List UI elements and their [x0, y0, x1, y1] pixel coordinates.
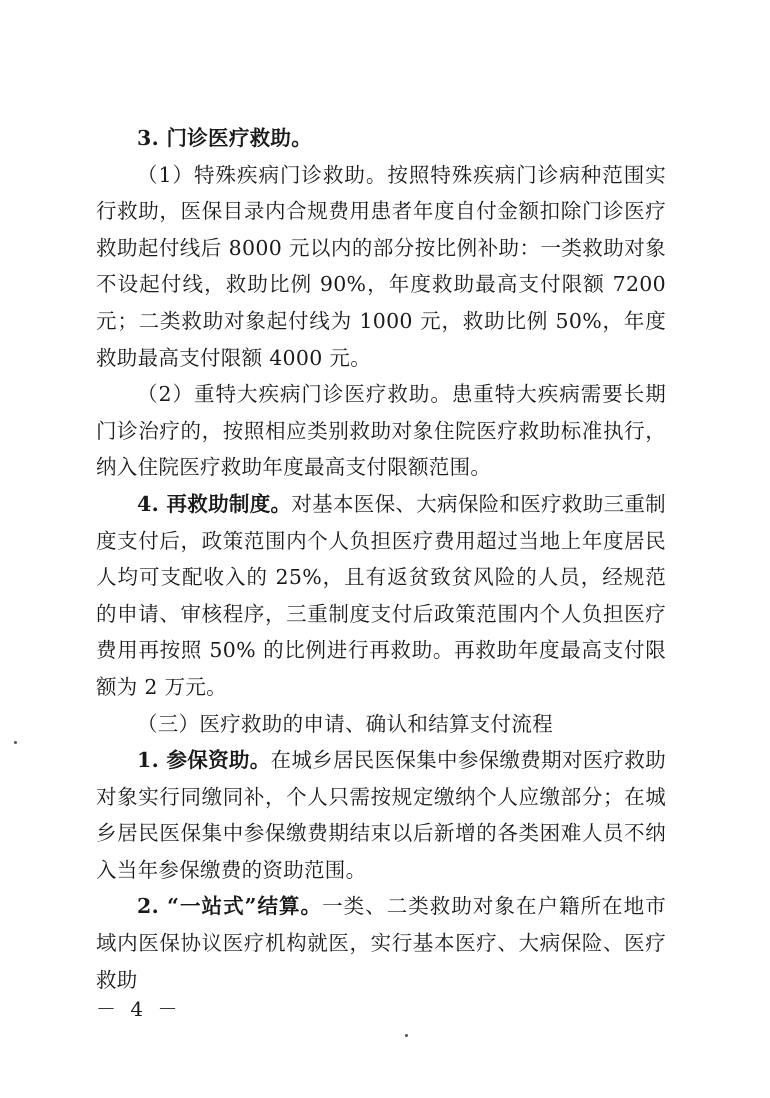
- scan-speck: [14, 741, 17, 744]
- section-heading-process: （三）医疗救助的申请、确认和结算支付流程: [137, 711, 553, 736]
- paragraph-special-disease: （1）特殊疾病门诊救助。按照特殊疾病门诊病种范围实行救助，医保目录内合规费用患者年度自付金额扣除门诊医疗救助起付线后 8000 元以内的部分按比例补助：一类救助对象不设起付线，救助比例 90%，年度救助最高支付限额 7200 元；二类救助对象起付线为 1000 元，救助比例 50%，年度救助最高支付限额 4000 元。: [96, 162, 666, 370]
- outpatient-assistance-heading: 3. 门诊医疗救助。: [137, 126, 313, 150]
- paragraph-major-disease: （2）重特大疾病门诊医疗救助。患重特大疾病需要长期门诊治疗的，按照相应类别救助对象住院医疗救助标准执行，纳入住院医疗救助年度最高支付限额范围。: [96, 382, 666, 480]
- reassistance-text: 对基本医保、大病保险和医疗救助三重制度支付后，政策范围内个人负担医疗费用超过当地上年度居民人均可支配收入的 25%，且有返贫致贫风险的人员，经规范的申请、审核程序，三重制度支付后政策范围内个人负担医疗费用再按照 50% 的比例进行再救助。再救助年度最高支付限额为 2 万元。: [96, 491, 666, 699]
- one-stop-settlement-text: 一类、二类救助对象在户籍所在地市域内医保协议医疗机构就医，实行基本医疗、大病保险、医疗救助: [96, 894, 666, 992]
- insurance-subsidy-heading: 1. 参保资助。: [137, 748, 271, 773]
- insurance-subsidy-text: 在城乡居民医保集中参保缴费期对医疗救助对象实行同缴同补，个人只需按规定缴纳个人应缴部分；在城乡居民医保集中参保缴费期结束以后新增的各类困难人员不纳入当年参保缴费的资助范围。: [96, 748, 666, 882]
- document-body: [96, 120, 666, 998]
- paragraph-insurance-subsidy: [96, 742, 666, 888]
- paragraph-one-stop-settlement: [96, 888, 666, 998]
- page-number: － 4 －: [96, 997, 182, 1021]
- paragraph-reassistance: [96, 486, 666, 706]
- reassistance-heading: 4. 再救助制度。: [137, 491, 292, 516]
- scan-speck: [405, 1034, 408, 1037]
- one-stop-settlement-heading: 2. “一站式”结算。: [137, 894, 323, 919]
